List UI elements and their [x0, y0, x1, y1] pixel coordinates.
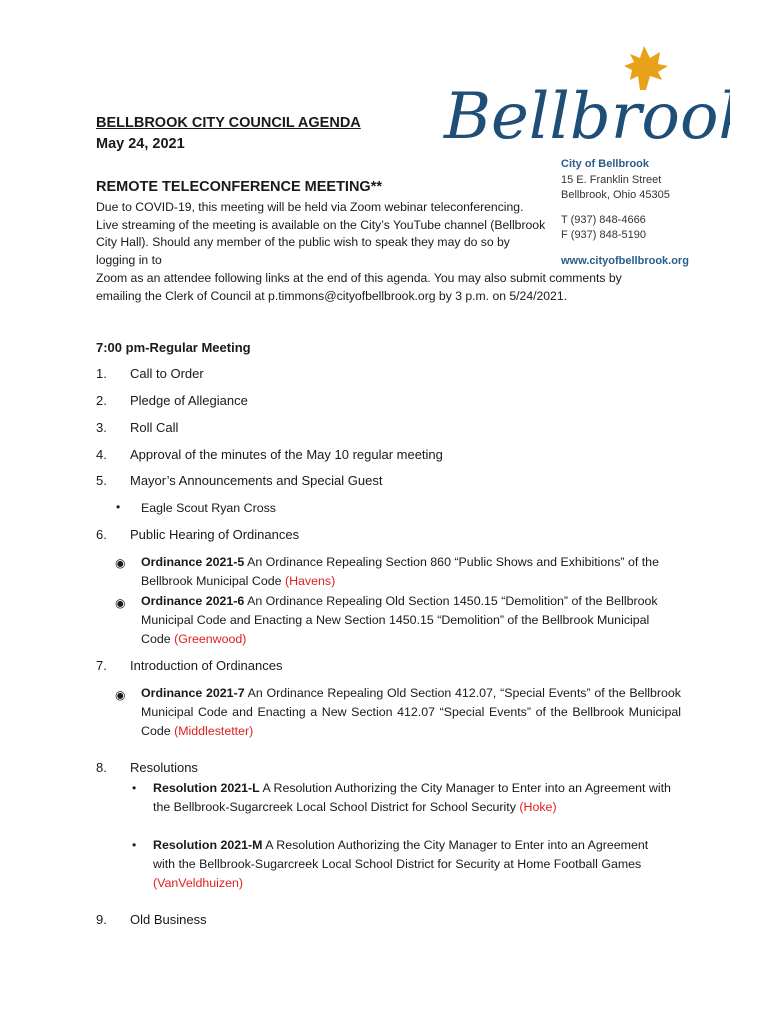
bullet-icon: ◉: [115, 688, 126, 702]
agenda-item: 1. Call to Order: [96, 366, 204, 381]
contact-org: City of Bellbrook: [561, 158, 650, 170]
agenda-item: 5. Mayor’s Announcements and Special Guest: [96, 473, 383, 488]
intro-paragraph: Due to COVID-19, this meeting will be held via Zoom webinar teleconferencing. Live streaming of the meeting is available on the City’s YouTube channel (Bellbrook City Hall). Should any member of the public wish to speak they may do so by logging in to: [96, 200, 546, 267]
bullet-icon: ◉: [115, 556, 126, 570]
ordinance-item: Ordinance 2021-6 An Ordinance Repealing Old Section 1450.15 “Demolition” of the Bellbrook Municipal Code and Enacting a New Section 1450.15 “Demolition” of the Bellbrook Municipal Code (Greenwood): [141, 594, 658, 646]
logo-wordmark: Bellbrook: [444, 80, 730, 145]
ordinance-item: Ordinance 2021-5 An Ordinance Repealing Section 860 “Public Shows and Exhibitions” of the Bellbrook Municipal Code (Havens): [141, 555, 659, 588]
bellbrook-logo: [440, 40, 730, 145]
agenda-title-block: [96, 113, 361, 155]
meeting-type: REMOTE TELECONFERENCE MEETING**: [96, 179, 382, 195]
agenda-item: 3. Roll Call: [96, 420, 179, 435]
bullet-icon: •: [132, 781, 137, 795]
resolution-item: Resolution 2021-M A Resolution Authorizing the City Manager to Enter into an Agreement with the Bellbrook-Sugarcreek Local School District for Security at Home Football Games (VanVeldhuizen): [153, 838, 649, 890]
contact-phone: T (937) 848-4666: [561, 213, 646, 226]
agenda-item: 9. Old Business: [96, 912, 207, 927]
agenda-item: 8. Resolutions: [96, 760, 198, 775]
bullet-icon: •: [116, 500, 121, 514]
special-guest: Eagle Scout Ryan Cross: [141, 501, 276, 515]
agenda-item: 4. Approval of the minutes of the May 10 regular meeting: [96, 447, 443, 462]
resolution-item: Resolution 2021-L A Resolution Authorizing the City Manager to Enter into an Agreement with the Bellbrook-Sugarcreek Local School District for School Security (Hoke): [153, 781, 671, 814]
agenda-item: 7. Introduction of Ordinances: [96, 658, 283, 673]
meeting-date: May 24, 2021: [96, 136, 185, 152]
contact-website-link[interactable]: www.cityofbellbrook.org: [561, 254, 689, 267]
ordinance-item: Ordinance 2021-7 An Ordinance Repealing Old Section 412.07, “Special Events” of the Bellbrook Municipal Code and Enacting a New Section 412.07 “Special Events” of the Bellbrook Municipal Code (Middlestetter): [141, 686, 681, 738]
contact-fax: F (937) 848-5190: [561, 229, 646, 241]
bullet-icon: •: [132, 838, 137, 852]
section-heading: 7:00 pm-Regular Meeting: [96, 340, 251, 355]
contact-city: Bellbrook, Ohio 45305: [561, 189, 670, 201]
agenda-item: 6. Public Hearing of Ordinances: [96, 527, 300, 542]
intro-paragraph-tail: Zoom as an attendee following links at the end of this agenda. You may also submit comments by emailing the Clerk of Council at p.timmons@cityofbellbrook.org by 3 p.m. on 5/24/2021.: [96, 271, 622, 303]
logo-graphic: [440, 40, 730, 145]
agenda-item: 2. Pledge of Allegiance: [96, 393, 248, 408]
contact-block: [561, 157, 689, 269]
contact-street: 15 E. Franklin Street: [561, 173, 662, 186]
page-title: BELLBROOK CITY COUNCIL AGENDA: [96, 115, 361, 131]
bullet-icon: ◉: [115, 596, 126, 610]
